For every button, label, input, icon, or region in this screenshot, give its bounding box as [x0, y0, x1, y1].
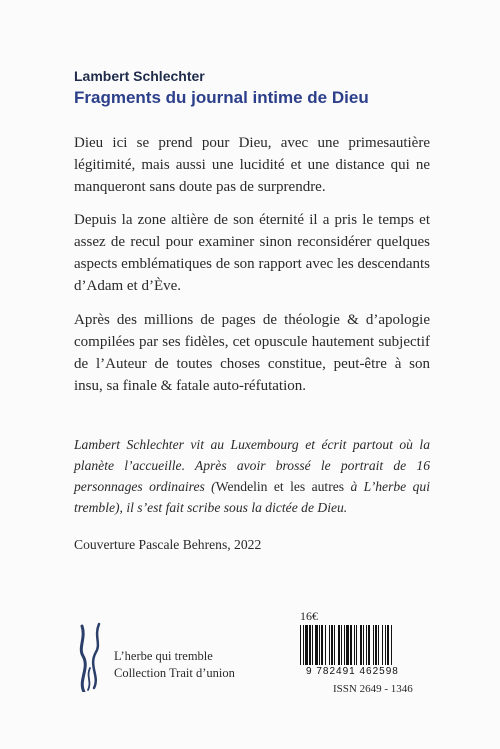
price: 16€	[300, 609, 318, 623]
barcode-bar	[378, 625, 379, 665]
barcode-bar	[354, 625, 355, 665]
barcode-bar	[373, 625, 374, 665]
author-bio	[74, 434, 430, 518]
barcode-bar	[321, 625, 323, 665]
barcode-bar	[368, 625, 370, 665]
barcode-bar	[344, 625, 345, 665]
barcode-bar	[303, 625, 304, 665]
barcode-bar	[391, 625, 392, 665]
barcode-bar	[315, 625, 318, 665]
barcode-bar	[319, 625, 320, 665]
blurb-paragraph-2: Depuis la zone altière de son éternité il a pris le temps et assez de recul pour examiner sinon reconsidérer quelques aspects emblématiques de son rapport avec les descendants d’Adam et d’Ève.	[74, 212, 430, 294]
barcode-bar	[300, 625, 301, 665]
publisher-name: L’herbe qui tremble	[114, 649, 213, 663]
barcode-bar	[309, 625, 311, 665]
barcode-bar	[325, 625, 326, 665]
barcode-bar	[385, 625, 386, 665]
author-bio-part-2: Wendelin et les autres	[215, 479, 345, 494]
blurb-paragraph-1: Dieu ici se prend pour Dieu, avec une primesautière légitimité, mais aussi une lucidité et une distance qui ne manqueront sans doute pas de surprendre.	[74, 135, 430, 195]
barcode-bar	[363, 625, 364, 665]
barcode-bar	[331, 625, 333, 665]
barcode-bar	[360, 625, 362, 665]
author-name: Lambert Schlechter	[74, 68, 205, 84]
author-bio-part-1: Lambert Schlechter vit au Luxembourg et écrit partout où la planète l’accueille. Après avoir brossé le portrait de 16 personnages ordinaires (	[74, 437, 430, 494]
barcode-bar	[338, 625, 340, 665]
collection-name: Collection Trait d’union	[114, 666, 235, 680]
barcode-bar	[329, 625, 330, 665]
blurb-paragraph-3: Après des millions de pages de théologie & d’apologie compilées par ses fidèles, cet opuscule hautement subjectif de l’Auteur de toutes choses constitue, peut-être à son insu, sa finale & fatale auto-réfutation.	[74, 312, 430, 394]
barcode-bar	[312, 625, 313, 665]
barcode-bar	[366, 625, 367, 665]
publisher-info	[114, 648, 235, 682]
barcode-bars	[298, 625, 431, 665]
barcode-bar	[341, 625, 342, 665]
barcode-bar	[334, 625, 335, 665]
barcode-bar	[305, 625, 308, 665]
cover-credit: Couverture Pascale Behrens, 2022	[74, 537, 262, 552]
grass-blades-icon	[74, 622, 108, 692]
barcode-bar	[356, 625, 357, 665]
barcode-bar	[382, 625, 383, 665]
barcode	[298, 625, 431, 665]
barcode-bar	[346, 625, 349, 665]
barcode-bar	[350, 625, 352, 665]
barcode-bar	[375, 625, 377, 665]
barcode-bar	[387, 625, 389, 665]
isbn-digits: 9 782491 462598	[306, 666, 399, 677]
book-title: Fragments du journal intime de Dieu	[74, 88, 369, 107]
author-bio-part-3: à L’herbe qui tremble), il s’est fait scribe sous la dictée de Dieu.	[74, 479, 430, 515]
issn: ISSN 2649 - 1346	[333, 683, 413, 695]
